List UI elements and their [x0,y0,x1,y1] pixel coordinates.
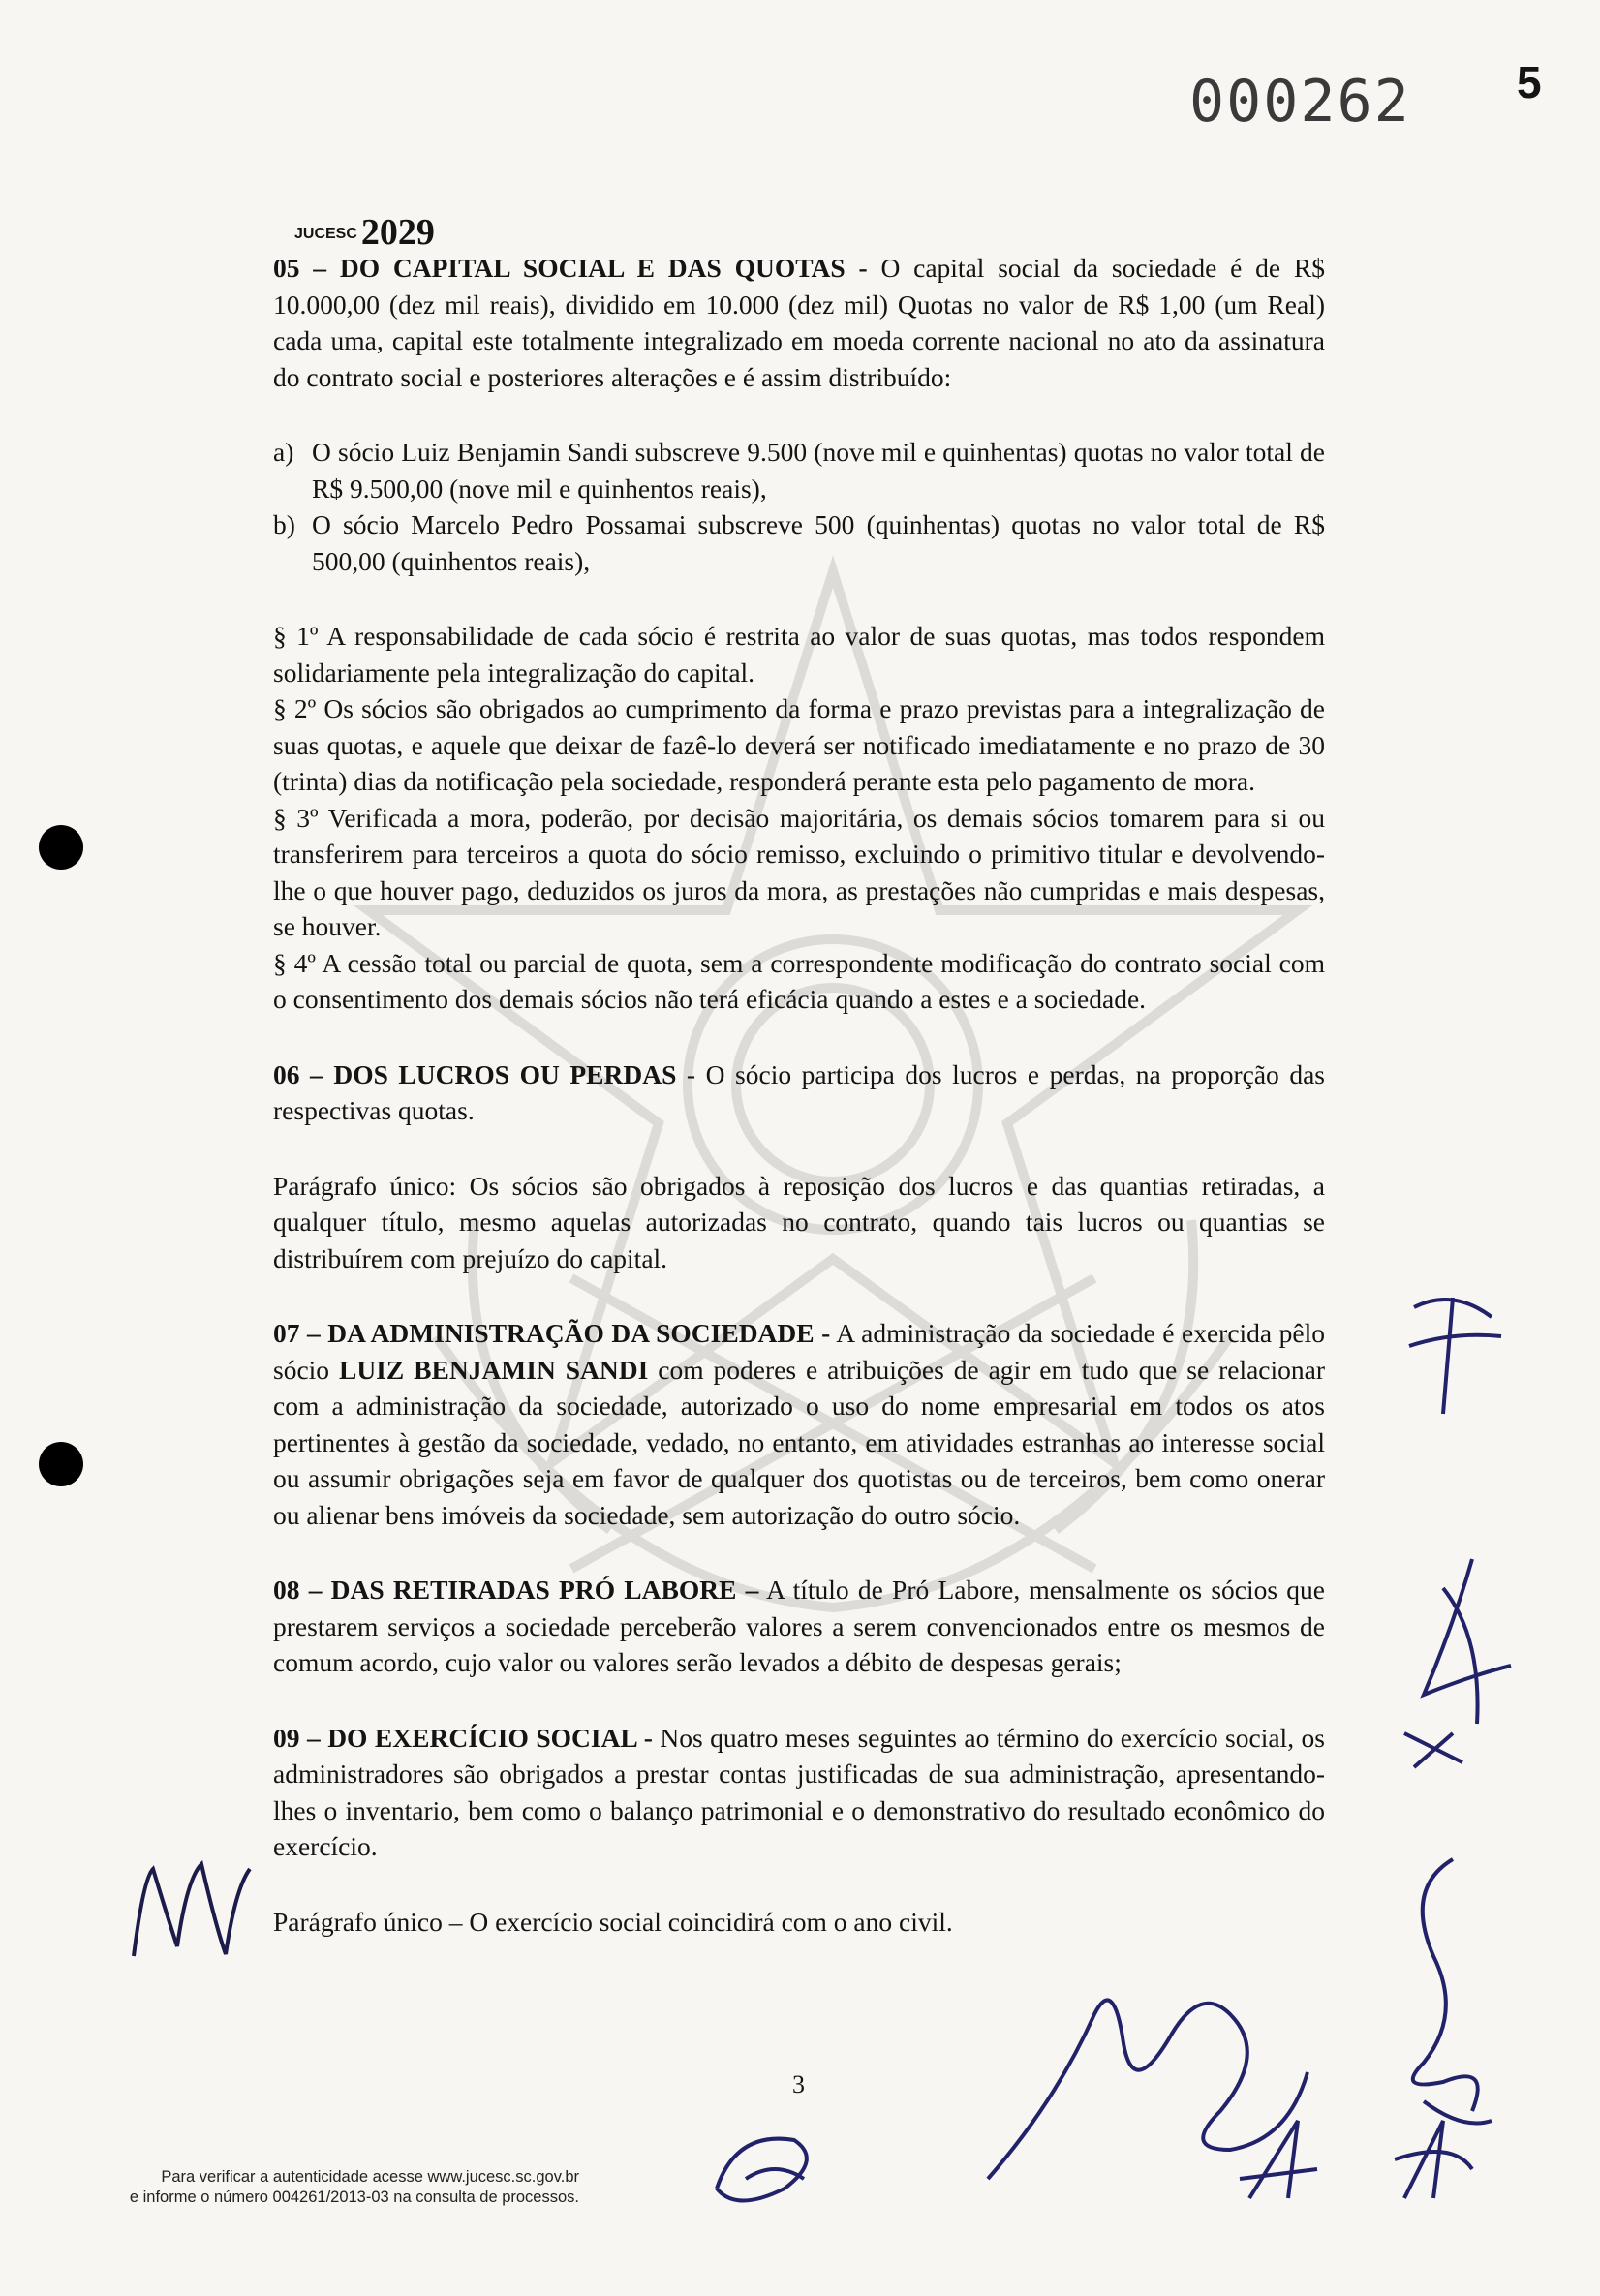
binder-hole-bottom [39,1442,83,1486]
list-item [273,434,1325,506]
contract-body [273,250,1325,1940]
clause-09-sole-paragraph: Parágrafo único – O exercício social coincidirá com o ano civil. [273,1906,953,1937]
footer-line-2: e informe o número 004261/2013-03 na consulta de processos. [129,2189,579,2206]
page-number: 3 [792,2070,805,2098]
list-item-text: O sócio Luiz Benjamin Sandi subscreve 9.500 (nove mil e quinhentas) quotas no valor total de R$ 9.500,00 (nove mil e quinhentos reais), [312,437,1325,504]
clause-05-text: O capital social da sociedade é de R$ 10.000,00 (dez mil reais), dividido em 10.000 (dez mil) Quotas no valor de R$ 1,00 (um Real) cada uma, capital este totalmente integralizado em moeda corrente nacional no ato da assinatura do contrato social e posteriores alterações e é assim distribuído: [273,253,1326,392]
clause-06-sole-paragraph: Parágrafo único: Os sócios são obrigados à reposição dos lucros e das quantias retiradas, a qualquer título, mesmo aquelas autorizadas no contrato, quando tais lucros ou quantias se distribuírem com prejuízo do capital. [273,1170,1325,1273]
list-item-label: b) [273,509,295,539]
clause-08-heading: 08 – DAS RETIRADAS PRÓ LABORE – [273,1575,759,1605]
clause-07-text-b: com poderes e atribuições de agir em tudo que se relacionar com a administração da sociedade, autorizado o uso do nome empresarial em todos os atos pertinentes à gestão da sociedade, vedado, no entanto, em atividades estranhas ao interesse social ou assumir obrigações seja em favor de qualquer dos quotistas ou de terceiros, bem como onerar ou alienar bens imóveis da sociedade, sem autorização do outro sócio. [273,1354,1325,1530]
clause-07 [273,1315,1325,1533]
clause-07-text-a: A administração da sociedade é exercida pêlo sócio [273,1318,1325,1385]
initials-right-1 [1395,1278,1511,1424]
clause-09-heading: 09 – DO EXERCÍCIO SOCIAL - [273,1722,653,1753]
clause-08 [273,1572,1325,1681]
corner-page-number: 5 [1517,57,1542,107]
clause-06-heading: 06 – DOS LUCROS OU PERDAS [273,1058,677,1089]
administrator-name: LUIZ BENJAMIN SANDI [338,1354,649,1385]
stamp-year: 2029 [360,212,435,253]
binder-hole-top [39,825,83,870]
initials-right-2 [1385,1549,1521,1772]
clause-06-text: - O sócio participa dos lucros e perdas, na proporção das respectivas quotas. [273,1058,1325,1125]
clause-05 [273,250,1325,395]
list-item [273,506,1325,579]
signature-bottom-center [697,2121,833,2218]
paragraph-4: § 4º A cessão total ou parcial de quota, sem a correspondente modificação do contrato social com o consentimento dos demais sócios não terá eficácia quando a estes e a sociedade. [273,947,1325,1014]
list-item-text: O sócio Marcelo Pedro Possamai subscreve 500 (quinhentas) quotas no valor total de R$ 500,00 (quinhentos reais), [312,509,1325,576]
clause-06 [273,1056,1325,1129]
clause-05-heading: 05 – DO CAPITAL SOCIAL E DAS QUOTAS - [273,253,868,283]
authenticity-footer [79,2167,579,2208]
clause-07-heading: 07 – DA ADMINISTRAÇÃO DA SOCIEDADE - [273,1318,831,1348]
paragraph-2: § 2º Os sócios são obrigados ao cumprimento da forma e prazo previstas para a integralização de suas quotas, e aquele que deixar de fazê-lo deverá ser notificado imediatamente e no prazo de 30 (trinta) dias da notificação pela sociedade, responderá perante esta pelo pagamento de mora. [273,693,1325,796]
initials-m-signature [124,1840,260,1975]
stamp-prefix: JUCESC [294,226,357,242]
registry-stamp [294,211,435,254]
initials-bottom-right [1230,2101,1482,2218]
paragraph-3: § 3º Verificada a mora, poderão, por decisão majoritária, os demais sócios tomarem para si ou transferirem para terceiros a quota do sócio remisso, excluindo o primitivo titular e devolvendo-lhe o que houver pago, deduzidos os juros da mora, as prestações não cumpridas e mais despesas, se houver. [273,802,1325,941]
list-item-label: a) [273,437,294,467]
paragraph-1: § 1º A responsabilidade de cada sócio é restrita ao valor de suas quotas, mas todos respondem solidariamente pela integralização do capital. [273,621,1325,688]
clause-09 [273,1720,1325,1865]
footer-line-1: Para verificar a autenticidade acesse www.jucesc.sc.gov.br [161,2168,579,2186]
document-number: 000262 [1189,68,1411,136]
clause-09-text: Nos quatro meses seguintes ao término do exercício social, os administradores são obrigados a prestar contas justificadas de sua administração, apresentando-lhes o inventario, bem como o balanço patrimonial e o demonstrativo do resultado econômico do exercício. [273,1722,1325,1861]
clause-08-text: A título de Pró Labore, mensalmente os sócios que prestarem serviços a sociedade perceberão valores a serem convencionados entre os mesmos de comum acordo, cujo valor ou valores serão levados a débito de despesas gerais; [273,1575,1325,1677]
